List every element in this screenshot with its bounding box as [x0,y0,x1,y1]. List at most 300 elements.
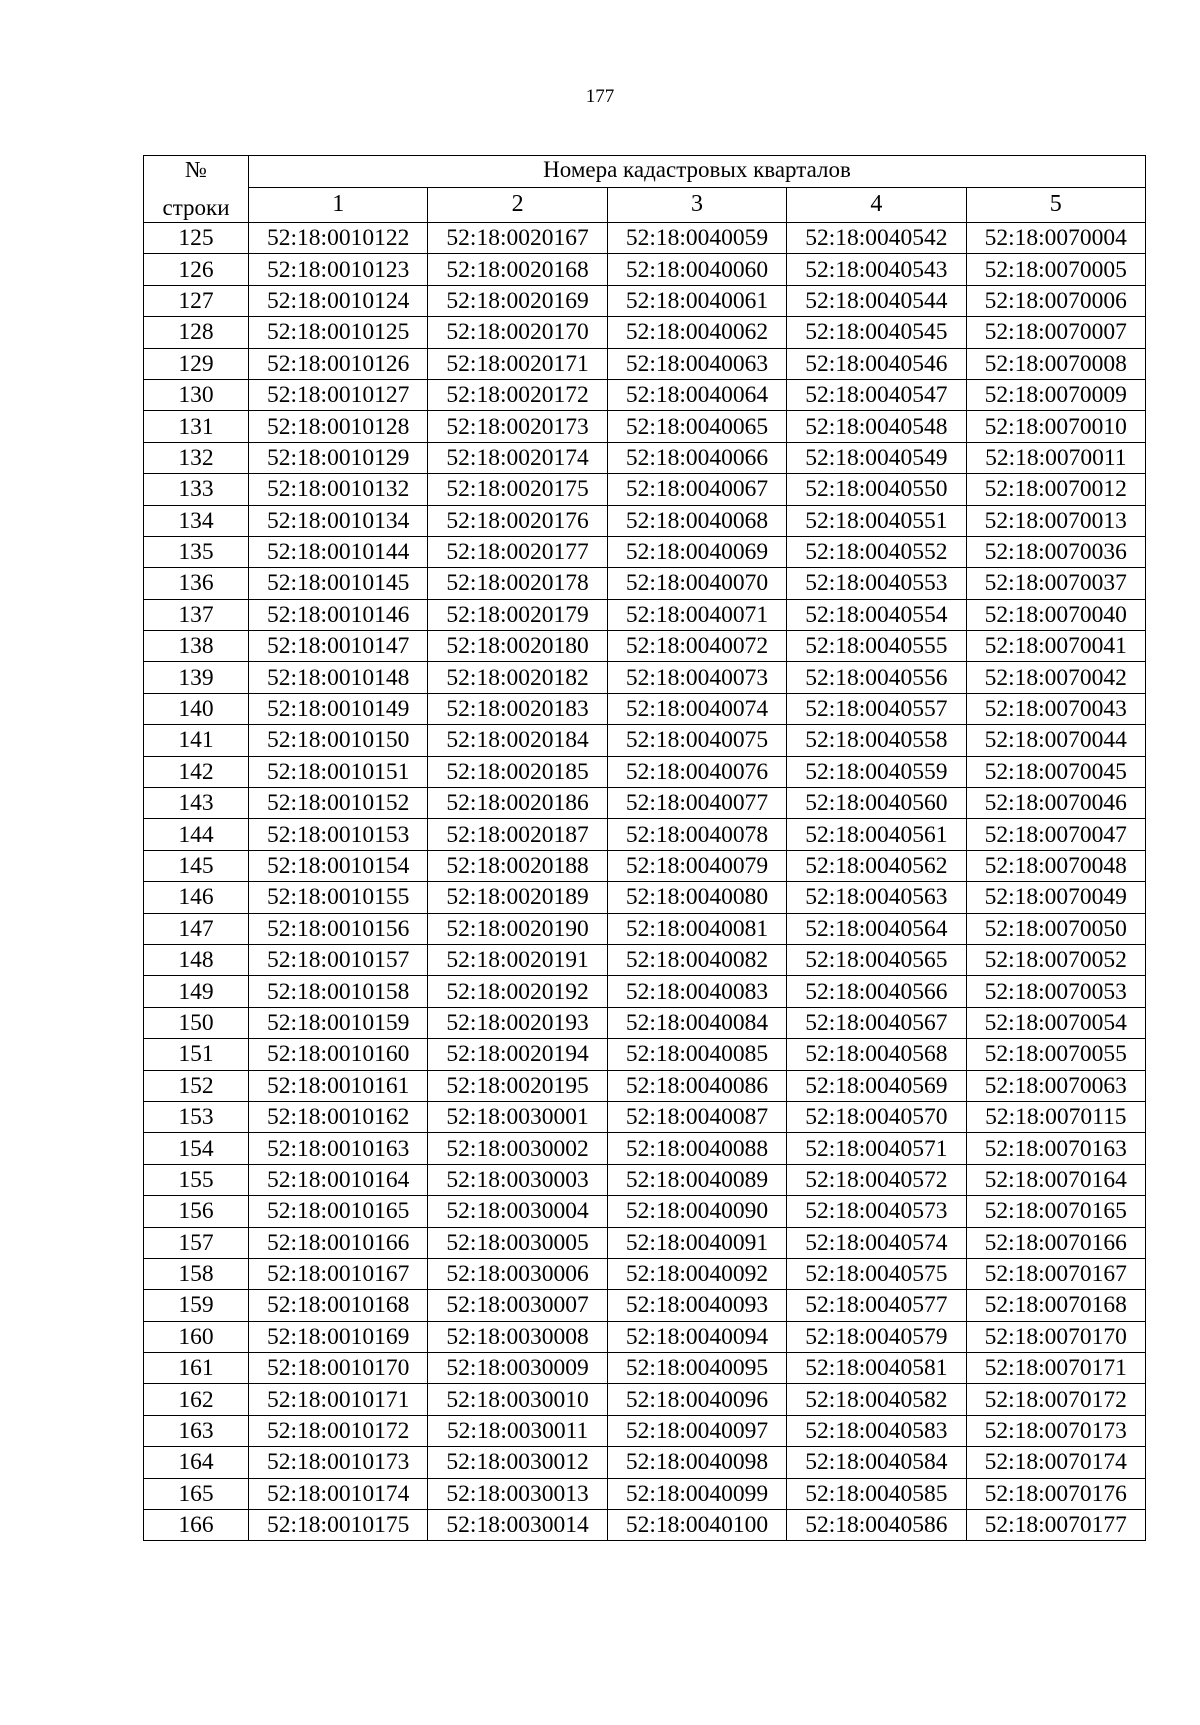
row-number-cell: 143 [144,788,249,819]
cadastral-number-cell: 52:18:0040063 [607,348,786,379]
table-row [144,1258,1146,1289]
cadastral-number-cell: 52:18:0030009 [428,1353,607,1384]
cadastral-number-cell: 52:18:0040069 [607,536,786,567]
cadastral-number-cell: 52:18:0040573 [787,1196,966,1227]
cadastral-number-cell: 52:18:0010168 [249,1290,428,1321]
cadastral-number-cell: 52:18:0020194 [428,1039,607,1070]
cadastral-number-cell: 52:18:0040553 [787,568,966,599]
row-number-cell: 166 [144,1510,249,1541]
cadastral-number-cell: 52:18:0040559 [787,756,966,787]
cadastral-number-cell: 52:18:0040552 [787,536,966,567]
table-header [144,156,1146,223]
row-number-cell: 139 [144,662,249,693]
cadastral-number-cell: 52:18:0040091 [607,1227,786,1258]
table-row [144,662,1146,693]
page-number: 177 [585,86,615,107]
row-number-cell: 161 [144,1353,249,1384]
cadastral-number-cell: 52:18:0040557 [787,693,966,724]
cadastral-number-cell: 52:18:0040558 [787,725,966,756]
cadastral-number-cell: 52:18:0040569 [787,1070,966,1101]
cadastral-number-cell: 52:18:0040563 [787,882,966,913]
table-row [144,1415,1146,1446]
cadastral-number-cell: 52:18:0040070 [607,568,786,599]
cadastral-number-cell: 52:18:0010156 [249,913,428,944]
cadastral-number-cell: 52:18:0040082 [607,944,786,975]
row-number-cell: 154 [144,1133,249,1164]
table-row [144,725,1146,756]
cadastral-number-cell: 52:18:0040560 [787,788,966,819]
cadastral-number-cell: 52:18:0020191 [428,944,607,975]
row-number-cell: 160 [144,1321,249,1352]
row-number-cell: 158 [144,1258,249,1289]
cadastral-number-cell: 52:18:0010157 [249,944,428,975]
cadastral-number-cell: 52:18:0010164 [249,1164,428,1195]
table-row [144,474,1146,505]
cadastral-number-cell: 52:18:0040086 [607,1070,786,1101]
cadastral-number-cell: 52:18:0040547 [787,379,966,410]
cadastral-number-cell: 52:18:0010125 [249,317,428,348]
cadastral-number-cell: 52:18:0070046 [966,788,1145,819]
cadastral-number-cell: 52:18:0070045 [966,756,1145,787]
cadastral-number-cell: 52:18:0010167 [249,1258,428,1289]
cadastral-number-cell: 52:18:0030012 [428,1447,607,1478]
cadastral-number-cell: 52:18:0030007 [428,1290,607,1321]
cadastral-number-cell: 52:18:0010127 [249,379,428,410]
cadastral-number-cell: 52:18:0020171 [428,348,607,379]
cadastral-number-cell: 52:18:0040546 [787,348,966,379]
cadastral-number-cell: 52:18:0040585 [787,1478,966,1509]
cadastral-number-cell: 52:18:0040072 [607,631,786,662]
table-row [144,788,1146,819]
cadastral-number-cell: 52:18:0070176 [966,1478,1145,1509]
cadastral-number-cell: 52:18:0020186 [428,788,607,819]
cadastral-number-cell: 52:18:0040550 [787,474,966,505]
cadastral-number-cell: 52:18:0040078 [607,819,786,850]
cadastral-number-cell: 52:18:0010146 [249,599,428,630]
cadastral-number-cell: 52:18:0030008 [428,1321,607,1352]
cadastral-number-cell: 52:18:0040066 [607,442,786,473]
cadastral-number-cell: 52:18:0070165 [966,1196,1145,1227]
cadastral-number-cell: 52:18:0040093 [607,1290,786,1321]
cadastral-number-cell: 52:18:0040562 [787,850,966,881]
cadastral-number-cell: 52:18:0040561 [787,819,966,850]
row-number-cell: 151 [144,1039,249,1070]
row-number-cell: 131 [144,411,249,442]
cadastral-number-cell: 52:18:0010173 [249,1447,428,1478]
cadastral-number-cell: 52:18:0020182 [428,662,607,693]
table-row [144,1007,1146,1038]
cadastral-number-cell: 52:18:0040548 [787,411,966,442]
cadastral-number-cell: 52:18:0030013 [428,1478,607,1509]
row-number-cell: 127 [144,285,249,316]
row-number-cell: 145 [144,850,249,881]
cadastral-number-cell: 52:18:0040065 [607,411,786,442]
cadastral-number-cell: 52:18:0070006 [966,285,1145,316]
cadastral-number-cell: 52:18:0040095 [607,1353,786,1384]
cadastral-number-cell: 52:18:0020173 [428,411,607,442]
row-number-cell: 136 [144,568,249,599]
cadastral-number-cell: 52:18:0020184 [428,725,607,756]
row-number-cell: 155 [144,1164,249,1195]
header-row-number-label: строки [162,195,230,220]
cadastral-number-cell: 52:18:0070052 [966,944,1145,975]
cadastral-number-cell: 52:18:0070055 [966,1039,1145,1070]
cadastral-number-cell: 52:18:0040543 [787,254,966,285]
cadastral-number-cell: 52:18:0040067 [607,474,786,505]
row-number-cell: 152 [144,1070,249,1101]
header-row-columns [144,187,1146,222]
cadastral-number-cell: 52:18:0040574 [787,1227,966,1258]
cadastral-quarters-table [143,155,1146,1541]
cadastral-number-cell: 52:18:0010161 [249,1070,428,1101]
cadastral-number-cell: 52:18:0040061 [607,285,786,316]
cadastral-number-cell: 52:18:0070012 [966,474,1145,505]
cadastral-number-cell: 52:18:0010144 [249,536,428,567]
cadastral-number-cell: 52:18:0070167 [966,1258,1145,1289]
header-row-number [144,156,249,223]
cadastral-number-cell: 52:18:0040571 [787,1133,966,1164]
table-row [144,411,1146,442]
row-number-cell: 135 [144,536,249,567]
cadastral-number-cell: 52:18:0010147 [249,631,428,662]
cadastral-number-cell: 52:18:0070011 [966,442,1145,473]
column-header: 1 [249,187,428,222]
cadastral-number-cell: 52:18:0010155 [249,882,428,913]
cadastral-number-cell: 52:18:0040544 [787,285,966,316]
cadastral-number-cell: 52:18:0030005 [428,1227,607,1258]
cadastral-number-cell: 52:18:0040565 [787,944,966,975]
cadastral-number-cell: 52:18:0070037 [966,568,1145,599]
cadastral-number-cell: 52:18:0040100 [607,1510,786,1541]
header-row-group [144,156,1146,188]
row-number-cell: 147 [144,913,249,944]
table-row [144,693,1146,724]
row-number-cell: 141 [144,725,249,756]
row-number-cell: 157 [144,1227,249,1258]
cadastral-number-cell: 52:18:0070173 [966,1415,1145,1446]
cadastral-number-cell: 52:18:0020185 [428,756,607,787]
cadastral-number-cell: 52:18:0020178 [428,568,607,599]
cadastral-number-cell: 52:18:0020167 [428,223,607,254]
cadastral-number-cell: 52:18:0040062 [607,317,786,348]
row-number-cell: 162 [144,1384,249,1415]
cadastral-number-cell: 52:18:0040542 [787,223,966,254]
cadastral-number-cell: 52:18:0010149 [249,693,428,724]
cadastral-number-cell: 52:18:0040087 [607,1101,786,1132]
cadastral-number-cell: 52:18:0040076 [607,756,786,787]
cadastral-number-cell: 52:18:0070163 [966,1133,1145,1164]
cadastral-number-cell: 52:18:0040556 [787,662,966,693]
header-row-number-symbol: № [185,157,207,182]
table-row [144,1384,1146,1415]
cadastral-number-cell: 52:18:0020168 [428,254,607,285]
cadastral-number-cell: 52:18:0040583 [787,1415,966,1446]
table-row [144,1133,1146,1164]
table-row [144,913,1146,944]
cadastral-number-cell: 52:18:0010154 [249,850,428,881]
cadastral-number-cell: 52:18:0010160 [249,1039,428,1070]
cadastral-number-cell: 52:18:0010166 [249,1227,428,1258]
cadastral-number-cell: 52:18:0070053 [966,976,1145,1007]
cadastral-number-cell: 52:18:0070041 [966,631,1145,662]
row-number-cell: 129 [144,348,249,379]
cadastral-number-cell: 52:18:0070004 [966,223,1145,254]
cadastral-number-cell: 52:18:0010170 [249,1353,428,1384]
cadastral-number-cell: 52:18:0010171 [249,1384,428,1415]
cadastral-number-cell: 52:18:0020172 [428,379,607,410]
table-row [144,631,1146,662]
cadastral-number-cell: 52:18:0010128 [249,411,428,442]
cadastral-number-cell: 52:18:0040579 [787,1321,966,1352]
row-number-cell: 153 [144,1101,249,1132]
table-row [144,379,1146,410]
cadastral-number-cell: 52:18:0030002 [428,1133,607,1164]
cadastral-number-cell: 52:18:0040075 [607,725,786,756]
cadastral-number-cell: 52:18:0010124 [249,285,428,316]
table-row [144,850,1146,881]
cadastral-number-cell: 52:18:0040068 [607,505,786,536]
row-number-cell: 159 [144,1290,249,1321]
cadastral-number-cell: 52:18:0040094 [607,1321,786,1352]
cadastral-number-cell: 52:18:0020189 [428,882,607,913]
row-number-cell: 125 [144,223,249,254]
table-row [144,599,1146,630]
row-number-cell: 148 [144,944,249,975]
cadastral-number-cell: 52:18:0040096 [607,1384,786,1415]
cadastral-number-cell: 52:18:0040074 [607,693,786,724]
cadastral-number-cell: 52:18:0070047 [966,819,1145,850]
table-row [144,944,1146,975]
cadastral-number-cell: 52:18:0070174 [966,1447,1145,1478]
cadastral-number-cell: 52:18:0010148 [249,662,428,693]
cadastral-number-cell: 52:18:0070054 [966,1007,1145,1038]
cadastral-number-cell: 52:18:0070049 [966,882,1145,913]
cadastral-number-cell: 52:18:0040564 [787,913,966,944]
table-row [144,223,1146,254]
cadastral-number-cell: 52:18:0070044 [966,725,1145,756]
cadastral-number-cell: 52:18:0010172 [249,1415,428,1446]
cadastral-number-cell: 52:18:0020180 [428,631,607,662]
table-row [144,1070,1146,1101]
cadastral-number-cell: 52:18:0040554 [787,599,966,630]
cadastral-number-cell: 52:18:0010165 [249,1196,428,1227]
cadastral-number-cell: 52:18:0020190 [428,913,607,944]
cadastral-number-cell: 52:18:0020176 [428,505,607,536]
table-row [144,882,1146,913]
cadastral-number-cell: 52:18:0020170 [428,317,607,348]
table-body [144,223,1146,1541]
cadastral-number-cell: 52:18:0010175 [249,1510,428,1541]
cadastral-number-cell: 52:18:0040099 [607,1478,786,1509]
row-number-cell: 134 [144,505,249,536]
table-row [144,568,1146,599]
cadastral-number-cell: 52:18:0040582 [787,1384,966,1415]
table-row [144,536,1146,567]
cadastral-number-cell: 52:18:0040089 [607,1164,786,1195]
cadastral-number-cell: 52:18:0070036 [966,536,1145,567]
column-header: 4 [787,187,966,222]
row-number-cell: 146 [144,882,249,913]
cadastral-number-cell: 52:18:0020193 [428,1007,607,1038]
cadastral-number-cell: 52:18:0040060 [607,254,786,285]
cadastral-number-cell: 52:18:0040073 [607,662,786,693]
cadastral-number-cell: 52:18:0010159 [249,1007,428,1038]
table-row [144,1290,1146,1321]
cadastral-number-cell: 52:18:0020188 [428,850,607,881]
row-number-cell: 164 [144,1447,249,1478]
cadastral-number-cell: 52:18:0020192 [428,976,607,1007]
table-row [144,1039,1146,1070]
cadastral-number-cell: 52:18:0030014 [428,1510,607,1541]
table-row [144,1227,1146,1258]
row-number-cell: 165 [144,1478,249,1509]
cadastral-number-cell: 52:18:0040092 [607,1258,786,1289]
column-header: 2 [428,187,607,222]
cadastral-number-cell: 52:18:0070040 [966,599,1145,630]
table-row [144,442,1146,473]
cadastral-number-cell: 52:18:0010152 [249,788,428,819]
table-row [144,1101,1146,1132]
table-row [144,348,1146,379]
cadastral-number-cell: 52:18:0040083 [607,976,786,1007]
cadastral-number-cell: 52:18:0070177 [966,1510,1145,1541]
cadastral-number-cell: 52:18:0020195 [428,1070,607,1101]
cadastral-number-cell: 52:18:0040545 [787,317,966,348]
cadastral-number-cell: 52:18:0040584 [787,1447,966,1478]
row-number-cell: 156 [144,1196,249,1227]
cadastral-number-cell: 52:18:0020179 [428,599,607,630]
cadastral-number-cell: 52:18:0020175 [428,474,607,505]
cadastral-number-cell: 52:18:0030001 [428,1101,607,1132]
cadastral-number-cell: 52:18:0070013 [966,505,1145,536]
row-number-cell: 142 [144,756,249,787]
cadastral-number-cell: 52:18:0070007 [966,317,1145,348]
cadastral-number-cell: 52:18:0010134 [249,505,428,536]
row-number-cell: 140 [144,693,249,724]
cadastral-number-cell: 52:18:0040575 [787,1258,966,1289]
cadastral-number-cell: 52:18:0010169 [249,1321,428,1352]
cadastral-number-cell: 52:18:0040088 [607,1133,786,1164]
row-number-cell: 126 [144,254,249,285]
row-number-cell: 133 [144,474,249,505]
cadastral-number-cell: 52:18:0070172 [966,1384,1145,1415]
cadastral-number-cell: 52:18:0040064 [607,379,786,410]
cadastral-number-cell: 52:18:0070171 [966,1353,1145,1384]
cadastral-number-cell: 52:18:0010145 [249,568,428,599]
cadastral-number-cell: 52:18:0070063 [966,1070,1145,1101]
table-row [144,1510,1146,1541]
row-number-cell: 149 [144,976,249,1007]
cadastral-number-cell: 52:18:0010122 [249,223,428,254]
table-row [144,756,1146,787]
cadastral-number-cell: 52:18:0070010 [966,411,1145,442]
cadastral-number-cell: 52:18:0010174 [249,1478,428,1509]
cadastral-number-cell: 52:18:0070168 [966,1290,1145,1321]
table-row [144,505,1146,536]
column-header: 3 [607,187,786,222]
cadastral-number-cell: 52:18:0040090 [607,1196,786,1227]
cadastral-number-cell: 52:18:0040567 [787,1007,966,1038]
cadastral-number-cell: 52:18:0040555 [787,631,966,662]
cadastral-number-cell: 52:18:0020174 [428,442,607,473]
cadastral-number-cell: 52:18:0030004 [428,1196,607,1227]
cadastral-number-cell: 52:18:0040581 [787,1353,966,1384]
cadastral-number-cell: 52:18:0010126 [249,348,428,379]
table-row [144,1321,1146,1352]
cadastral-number-cell: 52:18:0020169 [428,285,607,316]
cadastral-number-cell: 52:18:0070164 [966,1164,1145,1195]
cadastral-number-cell: 52:18:0010163 [249,1133,428,1164]
cadastral-number-cell: 52:18:0010123 [249,254,428,285]
table-row [144,819,1146,850]
cadastral-number-cell: 52:18:0040059 [607,223,786,254]
cadastral-number-cell: 52:18:0010129 [249,442,428,473]
cadastral-number-cell: 52:18:0070115 [966,1101,1145,1132]
table-row [144,976,1146,1007]
cadastral-number-cell: 52:18:0040085 [607,1039,786,1070]
table-row [144,1447,1146,1478]
cadastral-number-cell: 52:18:0010158 [249,976,428,1007]
table-row [144,254,1146,285]
cadastral-number-cell: 52:18:0040079 [607,850,786,881]
header-cadastral-numbers: Номера кадастровых кварталов [249,156,1146,188]
cadastral-number-cell: 52:18:0030006 [428,1258,607,1289]
cadastral-number-cell: 52:18:0040098 [607,1447,786,1478]
cadastral-number-cell: 52:18:0030003 [428,1164,607,1195]
cadastral-number-cell: 52:18:0040084 [607,1007,786,1038]
table-row [144,1196,1146,1227]
cadastral-number-cell: 52:18:0070166 [966,1227,1145,1258]
row-number-cell: 144 [144,819,249,850]
table-row [144,1478,1146,1509]
table-row [144,1164,1146,1195]
cadastral-number-cell: 52:18:0020177 [428,536,607,567]
cadastral-number-cell: 52:18:0030010 [428,1384,607,1415]
cadastral-number-cell: 52:18:0070050 [966,913,1145,944]
cadastral-number-cell: 52:18:0040549 [787,442,966,473]
cadastral-number-cell: 52:18:0070008 [966,348,1145,379]
cadastral-number-cell: 52:18:0040097 [607,1415,786,1446]
cadastral-number-cell: 52:18:0070042 [966,662,1145,693]
cadastral-number-cell: 52:18:0030011 [428,1415,607,1446]
cadastral-number-cell: 52:18:0040551 [787,505,966,536]
row-number-cell: 137 [144,599,249,630]
table-row [144,317,1146,348]
cadastral-number-cell: 52:18:0040577 [787,1290,966,1321]
cadastral-number-cell: 52:18:0010151 [249,756,428,787]
table-row [144,285,1146,316]
cadastral-number-cell: 52:18:0040081 [607,913,786,944]
cadastral-number-cell: 52:18:0010150 [249,725,428,756]
cadastral-number-cell: 52:18:0040586 [787,1510,966,1541]
cadastral-number-cell: 52:18:0020183 [428,693,607,724]
cadastral-number-cell: 52:18:0070009 [966,379,1145,410]
cadastral-number-cell: 52:18:0040071 [607,599,786,630]
cadastral-number-cell: 52:18:0010132 [249,474,428,505]
row-number-cell: 138 [144,631,249,662]
cadastral-number-cell: 52:18:0070005 [966,254,1145,285]
table-row [144,1353,1146,1384]
row-number-cell: 163 [144,1415,249,1446]
column-header: 5 [966,187,1145,222]
cadastral-number-cell: 52:18:0010153 [249,819,428,850]
cadastral-number-cell: 52:18:0070048 [966,850,1145,881]
cadastral-number-cell: 52:18:0040566 [787,976,966,1007]
row-number-cell: 130 [144,379,249,410]
row-number-cell: 132 [144,442,249,473]
cadastral-number-cell: 52:18:0010162 [249,1101,428,1132]
cadastral-number-cell: 52:18:0020187 [428,819,607,850]
